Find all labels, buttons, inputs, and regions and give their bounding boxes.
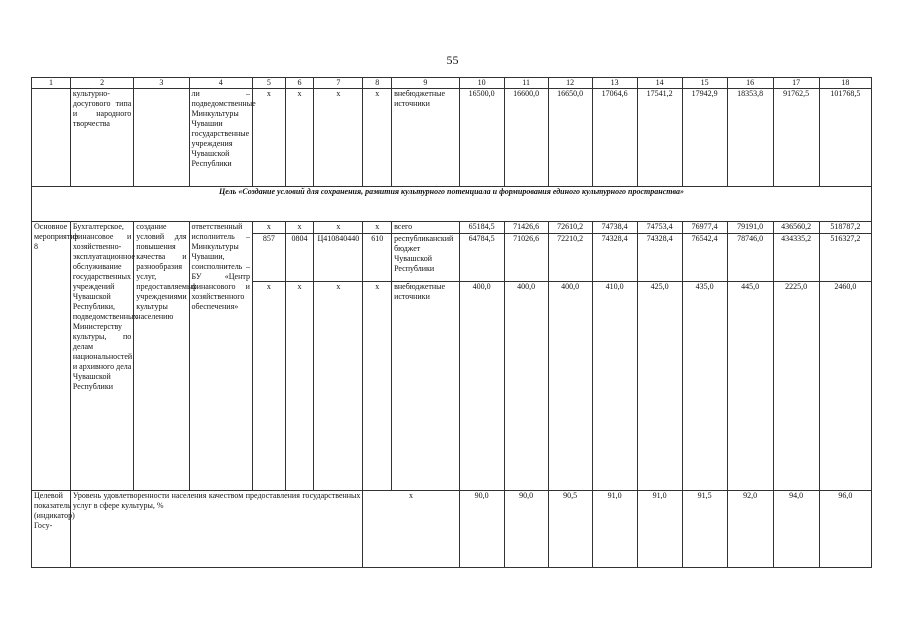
grbs-cell: 857 xyxy=(252,234,285,282)
value-cell: 90,0 xyxy=(504,491,548,568)
measure-executor-cell: ответственный исполнитель – Минкультуры Чувашии, соисполнитель – БУ «Центр финансового и хозяйственного обеспечения» xyxy=(189,222,252,491)
value-cell: 2225,0 xyxy=(773,282,819,491)
column-number-row xyxy=(32,78,872,89)
value-cell: 436560,2 xyxy=(773,222,819,234)
cell-empty xyxy=(32,89,71,187)
cell-empty xyxy=(134,89,189,187)
goal-row xyxy=(32,187,872,222)
header-cell: 1 xyxy=(32,78,71,89)
value-cell: 17942,9 xyxy=(682,89,727,187)
expense-type-cell: x xyxy=(363,222,392,234)
value-cell: 65184,5 xyxy=(459,222,504,234)
grbs-cell: x xyxy=(252,89,285,187)
value-cell: 92,0 xyxy=(727,491,773,568)
budget-table xyxy=(31,77,872,568)
header-cell: 14 xyxy=(637,78,682,89)
value-cell: 400,0 xyxy=(504,282,548,491)
header-cell: 18 xyxy=(819,78,871,89)
value-cell: 74328,4 xyxy=(637,234,682,282)
header-cell: 11 xyxy=(504,78,548,89)
indicator-label-cell: Целевой показатель (индикатор) Госу- xyxy=(32,491,71,568)
measure-label-cell: Основное мероприятие 8 xyxy=(32,222,71,491)
header-cell: 7 xyxy=(314,78,363,89)
target-article-cell: x xyxy=(314,89,363,187)
value-cell: 94,0 xyxy=(773,491,819,568)
source-cell: всего xyxy=(392,222,460,234)
expense-type-cell: 610 xyxy=(363,234,392,282)
table-row xyxy=(32,89,872,187)
value-cell: 71026,6 xyxy=(504,234,548,282)
value-cell: 17541,2 xyxy=(637,89,682,187)
header-cell: 5 xyxy=(252,78,285,89)
value-cell: 434335,2 xyxy=(773,234,819,282)
value-cell: 96,0 xyxy=(819,491,871,568)
value-cell: 16500,0 xyxy=(459,89,504,187)
indicator-source-cell: x xyxy=(363,491,459,568)
header-cell: 17 xyxy=(773,78,819,89)
indicator-text-cell: Уровень удовлетворенности населения качеством предоставления государственных услуг в сфере культуры, % xyxy=(70,491,363,568)
header-cell: 2 xyxy=(70,78,133,89)
value-cell: 410,0 xyxy=(592,282,637,491)
value-cell: 90,5 xyxy=(548,491,592,568)
value-cell: 79191,0 xyxy=(727,222,773,234)
facility-type-cell: культурно-досугового типа и народного творчества xyxy=(70,89,133,187)
value-cell: 91,0 xyxy=(592,491,637,568)
value-cell: 71426,6 xyxy=(504,222,548,234)
header-cell: 13 xyxy=(592,78,637,89)
value-cell: 76977,4 xyxy=(682,222,727,234)
value-cell: 90,0 xyxy=(459,491,504,568)
section-cell: 0804 xyxy=(285,234,314,282)
header-cell: 12 xyxy=(548,78,592,89)
header-cell: 16 xyxy=(727,78,773,89)
value-cell: 91,0 xyxy=(637,491,682,568)
grbs-cell: x xyxy=(252,222,285,234)
value-cell: 18353,8 xyxy=(727,89,773,187)
header-cell: 10 xyxy=(459,78,504,89)
grbs-cell: x xyxy=(252,282,285,491)
header-cell: 8 xyxy=(363,78,392,89)
section-cell: x xyxy=(285,222,314,234)
expense-type-cell: x xyxy=(363,282,392,491)
value-cell: 72610,2 xyxy=(548,222,592,234)
value-cell: 516327,2 xyxy=(819,234,871,282)
section-cell: x xyxy=(285,282,314,491)
page-number: 55 xyxy=(446,53,459,67)
header-cell: 9 xyxy=(392,78,460,89)
value-cell: 400,0 xyxy=(548,282,592,491)
value-cell: 76542,4 xyxy=(682,234,727,282)
value-cell: 91,5 xyxy=(682,491,727,568)
header-cell: 15 xyxy=(682,78,727,89)
header-cell: 3 xyxy=(134,78,189,89)
measure-goal-cell: создание условий для повышения качества и разнообразия услуг, предоставляемых учреждениями культуры населению xyxy=(134,222,189,491)
value-cell: 425,0 xyxy=(637,282,682,491)
goal-title: Цель «Создание условий для сохранения, развития культурного потенциала и формирования единого культурного пространства» xyxy=(32,187,872,222)
target-article-cell: x xyxy=(314,222,363,234)
source-cell: внебюджетные источники xyxy=(392,89,460,187)
value-cell: 91762,5 xyxy=(773,89,819,187)
header-cell: 4 xyxy=(189,78,252,89)
source-cell: республиканский бюджет Чувашской Республики xyxy=(392,234,460,282)
value-cell: 72210,2 xyxy=(548,234,592,282)
indicator-row xyxy=(32,491,872,568)
target-article-cell: Ц410840440 xyxy=(314,234,363,282)
value-cell: 16600,0 xyxy=(504,89,548,187)
value-cell: 78746,0 xyxy=(727,234,773,282)
value-cell: 64784,5 xyxy=(459,234,504,282)
table-row xyxy=(32,222,872,234)
value-cell: 16650,0 xyxy=(548,89,592,187)
target-article-cell: x xyxy=(314,282,363,491)
source-cell: внебюджетные источники xyxy=(392,282,460,491)
value-cell: 2460,0 xyxy=(819,282,871,491)
section-cell: x xyxy=(285,89,314,187)
value-cell: 74738,4 xyxy=(592,222,637,234)
value-cell: 445,0 xyxy=(727,282,773,491)
value-cell: 101768,5 xyxy=(819,89,871,187)
executor-cell: ли – подведомственные Минкультуры Чувашии государственные учреждения Чувашской Республики xyxy=(189,89,252,187)
measure-name-cell: Бухгалтерское, финансовое и хозяйственно-эксплуатационное обслуживание государственных учреждений Чувашской Республики, подведомственных Министерству культуры, по делам национальностей и архивного дела Чувашской Республики xyxy=(70,222,133,491)
value-cell: 74753,4 xyxy=(637,222,682,234)
header-cell: 6 xyxy=(285,78,314,89)
value-cell: 400,0 xyxy=(459,282,504,491)
value-cell: 435,0 xyxy=(682,282,727,491)
value-cell: 17064,6 xyxy=(592,89,637,187)
value-cell: 74328,4 xyxy=(592,234,637,282)
value-cell: 518787,2 xyxy=(819,222,871,234)
expense-type-cell: x xyxy=(363,89,392,187)
